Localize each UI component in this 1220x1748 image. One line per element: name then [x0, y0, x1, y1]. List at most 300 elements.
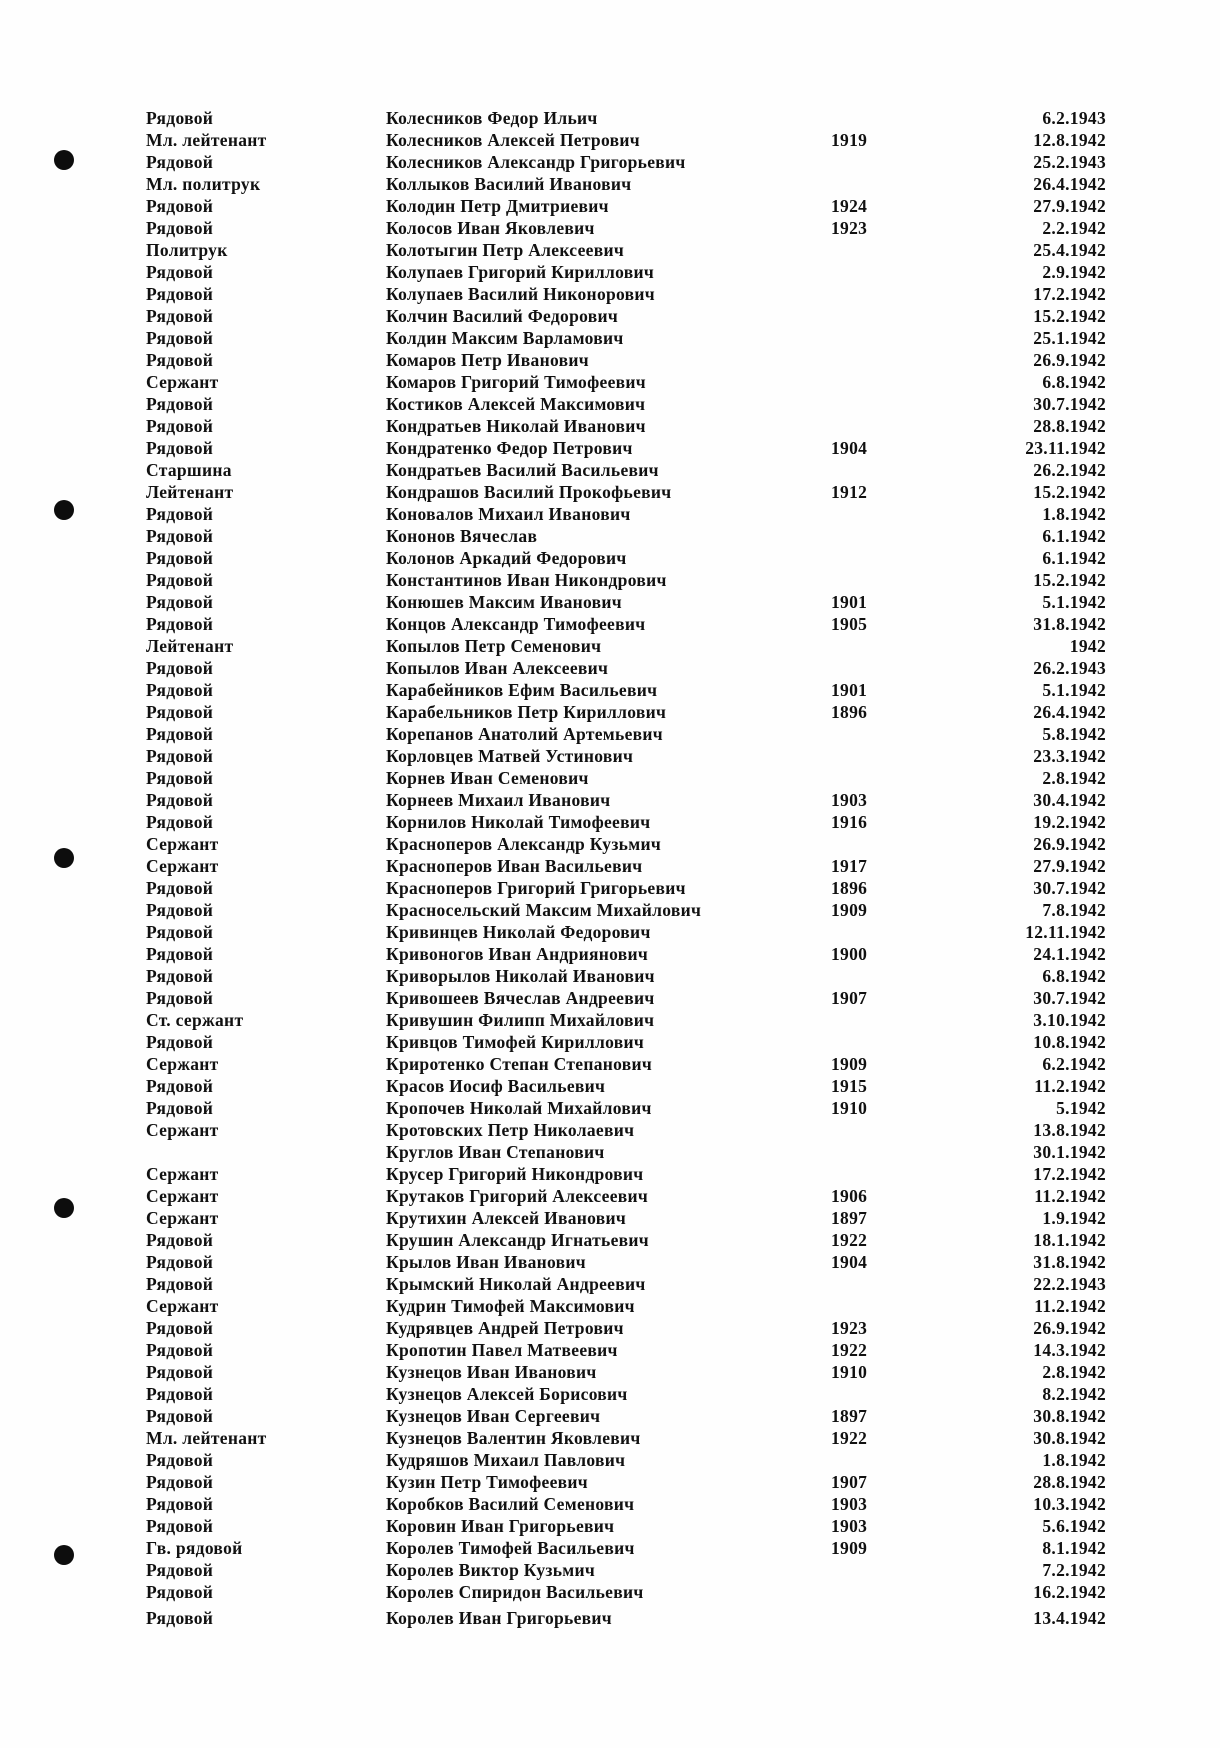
birth-year-cell: 1919 — [831, 130, 868, 150]
name-cell: Красов Иосиф Васильевич — [386, 1076, 606, 1096]
rank-cell: Рядовой — [146, 1582, 214, 1602]
name-cell: Королев Тимофей Васильевич — [386, 1538, 635, 1558]
name-cell: Красноперов Григорий Григорьевич — [386, 878, 686, 898]
date-cell: 15.2.1942 — [1033, 570, 1106, 590]
date-cell: 25.4.1942 — [1033, 240, 1106, 260]
name-cell: Кузнецов Валентин Яковлевич — [386, 1428, 641, 1448]
birth-year-cell: 1897 — [831, 1406, 868, 1426]
birth-year-cell: 1901 — [831, 680, 868, 700]
name-cell: Красносельский Максим Михайлович — [386, 900, 702, 920]
rank-cell: Лейтенант — [146, 636, 234, 656]
name-cell: Кротовских Петр Николаевич — [386, 1120, 635, 1140]
date-cell: 25.2.1943 — [1033, 152, 1106, 172]
name-cell: Карабейников Ефим Васильевич — [386, 680, 658, 700]
birth-year-cell: 1903 — [831, 790, 868, 810]
list-item — [146, 415, 1106, 437]
name-cell: Колотыгин Петр Алексеевич — [386, 240, 625, 260]
list-item — [146, 767, 1106, 789]
birth-year-cell: 1922 — [831, 1428, 868, 1448]
name-cell: Конюшев Максим Иванович — [386, 592, 622, 612]
rank-cell: Рядовой — [146, 790, 214, 810]
name-cell: Кудрин Тимофей Максимович — [386, 1296, 635, 1316]
name-cell: Красноперов Александр Кузьмич — [386, 834, 662, 854]
name-cell: Крымский Николай Андреевич — [386, 1274, 646, 1294]
date-cell: 11.2.1942 — [1034, 1186, 1106, 1206]
name-cell: Криротенко Степан Степанович — [386, 1054, 653, 1074]
rank-cell: Ст. сержант — [146, 1010, 244, 1030]
rank-cell: Рядовой — [146, 900, 214, 920]
list-item — [146, 1207, 1106, 1229]
list-item — [146, 1119, 1106, 1141]
list-item — [146, 1141, 1106, 1163]
date-cell: 7.8.1942 — [1042, 900, 1106, 920]
list-item — [146, 591, 1106, 613]
list-item — [146, 943, 1106, 965]
date-cell: 18.1.1942 — [1033, 1230, 1106, 1250]
date-cell: 1942 — [1069, 636, 1106, 656]
rank-cell: Сержант — [146, 1164, 219, 1184]
name-cell: Колесников Алексей Петрович — [386, 130, 640, 150]
date-cell: 30.7.1942 — [1033, 394, 1106, 414]
list-item — [146, 1163, 1106, 1185]
birth-year-cell: 1903 — [831, 1494, 868, 1514]
name-cell: Кузнецов Иван Сергеевич — [386, 1406, 601, 1426]
birth-year-cell: 1923 — [831, 1318, 868, 1338]
rank-cell: Рядовой — [146, 504, 214, 524]
punch-hole-mark — [54, 848, 74, 868]
date-cell: 2.2.1942 — [1042, 218, 1106, 238]
rank-cell: Рядовой — [146, 350, 214, 370]
list-item — [146, 899, 1106, 921]
date-cell: 28.8.1942 — [1033, 416, 1106, 436]
rank-cell: Рядовой — [146, 1274, 214, 1294]
date-cell: 26.2.1943 — [1033, 658, 1106, 678]
name-cell: Кондратенко Федор Петрович — [386, 438, 633, 458]
date-cell: 16.2.1942 — [1033, 1582, 1106, 1602]
date-cell: 8.2.1942 — [1042, 1384, 1106, 1404]
list-item — [146, 195, 1106, 217]
date-cell: 23.3.1942 — [1033, 746, 1106, 766]
name-cell: Карабельников Петр Кириллович — [386, 702, 667, 722]
name-cell: Комаров Григорий Тимофеевич — [386, 372, 646, 392]
date-cell: 3.10.1942 — [1033, 1010, 1106, 1030]
rank-cell: Рядовой — [146, 1406, 214, 1426]
name-cell: Кузин Петр Тимофеевич — [386, 1472, 588, 1492]
rank-cell: Рядовой — [146, 1494, 214, 1514]
birth-year-cell: 1912 — [831, 482, 868, 502]
list-item — [146, 107, 1106, 129]
list-item — [146, 1383, 1106, 1405]
name-cell: Кривцов Тимофей Кириллович — [386, 1032, 645, 1052]
rank-cell: Рядовой — [146, 306, 214, 326]
date-cell: 25.1.1942 — [1033, 328, 1106, 348]
list-item — [146, 1449, 1106, 1471]
rank-cell: Рядовой — [146, 1362, 214, 1382]
list-item — [146, 1031, 1106, 1053]
list-item — [146, 789, 1106, 811]
date-cell: 26.4.1942 — [1033, 702, 1106, 722]
name-cell: Корепанов Анатолий Артемьевич — [386, 724, 663, 744]
rank-cell: Рядовой — [146, 438, 214, 458]
date-cell: 5.1.1942 — [1042, 592, 1106, 612]
list-item — [146, 965, 1106, 987]
name-cell: Красноперов Иван Васильевич — [386, 856, 643, 876]
rank-cell: Рядовой — [146, 416, 214, 436]
rank-cell: Рядовой — [146, 152, 214, 172]
list-item — [146, 1185, 1106, 1207]
date-cell: 15.2.1942 — [1033, 482, 1106, 502]
list-item — [146, 987, 1106, 1009]
date-cell: 13.4.1942 — [1033, 1608, 1106, 1628]
list-item — [146, 1251, 1106, 1273]
name-cell: Корнеев Михаил Иванович — [386, 790, 611, 810]
list-item — [146, 547, 1106, 569]
name-cell: Колодин Петр Дмитриевич — [386, 196, 609, 216]
date-cell: 1.9.1942 — [1042, 1208, 1106, 1228]
list-item — [146, 151, 1106, 173]
list-item — [146, 1053, 1106, 1075]
name-cell: Коробков Василий Семенович — [386, 1494, 635, 1514]
birth-year-cell: 1907 — [831, 1472, 868, 1492]
rank-cell: Рядовой — [146, 526, 214, 546]
date-cell: 2.8.1942 — [1042, 1362, 1106, 1382]
date-cell: 11.2.1942 — [1034, 1296, 1106, 1316]
date-cell: 5.6.1942 — [1042, 1516, 1106, 1536]
rank-cell: Сержант — [146, 1208, 219, 1228]
name-cell: Концов Александр Тимофеевич — [386, 614, 646, 634]
rank-cell: Рядовой — [146, 812, 214, 832]
date-cell: 26.2.1942 — [1033, 460, 1106, 480]
birth-year-cell: 1909 — [831, 900, 868, 920]
name-cell: Костиков Алексей Максимович — [386, 394, 646, 414]
name-cell: Комаров Петр Иванович — [386, 350, 589, 370]
rank-cell: Сержант — [146, 1186, 219, 1206]
rank-cell: Рядовой — [146, 548, 214, 568]
name-cell: Кропотин Павел Матвеевич — [386, 1340, 618, 1360]
list-item — [146, 459, 1106, 481]
rank-cell: Рядовой — [146, 218, 214, 238]
date-cell: 6.8.1942 — [1042, 372, 1106, 392]
name-cell: Копылов Петр Семенович — [386, 636, 602, 656]
birth-year-cell: 1905 — [831, 614, 868, 634]
list-item — [146, 657, 1106, 679]
birth-year-cell: 1910 — [831, 1362, 868, 1382]
list-item — [146, 877, 1106, 899]
name-cell: Константинов Иван Никондрович — [386, 570, 667, 590]
name-cell: Кондратьев Василий Васильевич — [386, 460, 659, 480]
rank-cell: Рядовой — [146, 196, 214, 216]
date-cell: 19.2.1942 — [1033, 812, 1106, 832]
date-cell: 8.1.1942 — [1042, 1538, 1106, 1558]
date-cell: 6.1.1942 — [1042, 526, 1106, 546]
date-cell: 26.9.1942 — [1033, 834, 1106, 854]
rank-cell: Рядовой — [146, 746, 214, 766]
birth-year-cell: 1896 — [831, 702, 868, 722]
rank-cell: Рядовой — [146, 680, 214, 700]
rank-cell: Рядовой — [146, 394, 214, 414]
date-cell: 22.2.1943 — [1033, 1274, 1106, 1294]
name-cell: Кононов Вячеслав — [386, 526, 538, 546]
list-item — [146, 1295, 1106, 1317]
list-item — [146, 1361, 1106, 1383]
list-item — [146, 1607, 1106, 1629]
date-cell: 5.1.1942 — [1042, 680, 1106, 700]
rank-cell: Рядовой — [146, 614, 214, 634]
birth-year-cell: 1901 — [831, 592, 868, 612]
rank-cell: Рядовой — [146, 1032, 214, 1052]
rank-cell: Рядовой — [146, 284, 214, 304]
list-item — [146, 613, 1106, 635]
rank-cell: Рядовой — [146, 1252, 214, 1272]
list-item — [146, 855, 1106, 877]
date-cell: 12.11.1942 — [1025, 922, 1106, 942]
list-item — [146, 481, 1106, 503]
name-cell: Копылов Иван Алексеевич — [386, 658, 609, 678]
birth-year-cell: 1906 — [831, 1186, 868, 1206]
birth-year-cell: 1916 — [831, 812, 868, 832]
rank-cell: Рядовой — [146, 570, 214, 590]
date-cell: 30.7.1942 — [1033, 988, 1106, 1008]
list-item — [146, 1537, 1106, 1559]
date-cell: 26.4.1942 — [1033, 174, 1106, 194]
list-item — [146, 327, 1106, 349]
list-item — [146, 393, 1106, 415]
date-cell: 1.8.1942 — [1042, 504, 1106, 524]
list-item — [146, 833, 1106, 855]
name-cell: Кривошеев Вячеслав Андреевич — [386, 988, 655, 1008]
rank-cell: Лейтенант — [146, 482, 234, 502]
birth-year-cell: 1900 — [831, 944, 868, 964]
birth-year-cell: 1917 — [831, 856, 868, 876]
name-cell: Крутаков Григорий Алексеевич — [386, 1186, 649, 1206]
list-item — [146, 569, 1106, 591]
list-item — [146, 1229, 1106, 1251]
rank-cell: Рядовой — [146, 1560, 214, 1580]
list-item — [146, 261, 1106, 283]
rank-cell: Рядовой — [146, 1450, 214, 1470]
rank-cell: Рядовой — [146, 1076, 214, 1096]
name-cell: Королев Иван Григорьевич — [386, 1608, 612, 1628]
list-item — [146, 701, 1106, 723]
date-cell: 6.8.1942 — [1042, 966, 1106, 986]
name-cell: Криворылов Николай Иванович — [386, 966, 655, 986]
rank-cell: Сержант — [146, 1296, 219, 1316]
rank-cell: Мл. лейтенант — [146, 1428, 267, 1448]
date-cell: 17.2.1942 — [1033, 284, 1106, 304]
date-cell: 27.9.1942 — [1033, 196, 1106, 216]
rank-cell: Рядовой — [146, 1230, 214, 1250]
birth-year-cell: 1909 — [831, 1054, 868, 1074]
date-cell: 31.8.1942 — [1033, 614, 1106, 634]
list-item — [146, 1317, 1106, 1339]
list-item — [146, 217, 1106, 239]
rank-cell: Политрук — [146, 240, 228, 260]
date-cell: 23.11.1942 — [1025, 438, 1106, 458]
date-cell: 30.4.1942 — [1033, 790, 1106, 810]
name-cell: Кудряшов Михаил Павлович — [386, 1450, 626, 1470]
list-item — [146, 1427, 1106, 1449]
list-item — [146, 1581, 1106, 1603]
name-cell: Кузнецов Алексей Борисович — [386, 1384, 628, 1404]
rank-cell: Рядовой — [146, 966, 214, 986]
list-item — [146, 1273, 1106, 1295]
birth-year-cell: 1910 — [831, 1098, 868, 1118]
name-cell: Корнев Иван Семенович — [386, 768, 589, 788]
list-item — [146, 1405, 1106, 1427]
rank-cell: Рядовой — [146, 922, 214, 942]
punch-hole-mark — [54, 500, 74, 520]
name-cell: Колесников Федор Ильич — [386, 108, 598, 128]
date-cell: 30.8.1942 — [1033, 1428, 1106, 1448]
list-item — [146, 173, 1106, 195]
name-cell: Кудрявцев Андрей Петрович — [386, 1318, 624, 1338]
date-cell: 5.1942 — [1056, 1098, 1106, 1118]
date-cell: 31.8.1942 — [1033, 1252, 1106, 1272]
date-cell: 6.2.1943 — [1042, 108, 1106, 128]
punch-hole-mark — [54, 1545, 74, 1565]
birth-year-cell: 1896 — [831, 878, 868, 898]
date-cell: 26.9.1942 — [1033, 1318, 1106, 1338]
birth-year-cell: 1903 — [831, 1516, 868, 1536]
date-cell: 17.2.1942 — [1033, 1164, 1106, 1184]
rank-cell: Старшина — [146, 460, 232, 480]
name-cell: Крушин Александр Игнатьевич — [386, 1230, 649, 1250]
birth-year-cell: 1922 — [831, 1340, 868, 1360]
name-cell: Кропочев Николай Михайлович — [386, 1098, 652, 1118]
rank-cell: Рядовой — [146, 1340, 214, 1360]
name-cell: Круглов Иван Степанович — [386, 1142, 605, 1162]
name-cell: Колупаев Василий Никонорович — [386, 284, 655, 304]
name-cell: Колесников Александр Григорьевич — [386, 152, 686, 172]
list-item — [146, 283, 1106, 305]
name-cell: Корловцев Матвей Устинович — [386, 746, 634, 766]
rank-cell: Рядовой — [146, 1318, 214, 1338]
birth-year-cell: 1909 — [831, 1538, 868, 1558]
rank-cell: Сержант — [146, 1054, 219, 1074]
list-item — [146, 305, 1106, 327]
date-cell: 26.9.1942 — [1033, 350, 1106, 370]
list-item — [146, 437, 1106, 459]
name-cell: Крусер Григорий Никондрович — [386, 1164, 644, 1184]
list-item — [146, 371, 1106, 393]
name-cell: Королев Виктор Кузьмич — [386, 1560, 596, 1580]
date-cell: 30.8.1942 — [1033, 1406, 1106, 1426]
list-item — [146, 1075, 1106, 1097]
rank-cell: Рядовой — [146, 724, 214, 744]
name-cell: Королев Спиридон Васильевич — [386, 1582, 644, 1602]
list-item — [146, 129, 1106, 151]
rank-cell: Рядовой — [146, 658, 214, 678]
birth-year-cell: 1922 — [831, 1230, 868, 1250]
name-cell: Крылов Иван Иванович — [386, 1252, 586, 1272]
rank-cell: Рядовой — [146, 1098, 214, 1118]
rank-cell: Мл. лейтенант — [146, 130, 267, 150]
rank-cell: Рядовой — [146, 108, 214, 128]
name-cell: Кривушин Филипп Михайлович — [386, 1010, 655, 1030]
rank-cell: Рядовой — [146, 702, 214, 722]
rank-cell: Сержант — [146, 834, 219, 854]
birth-year-cell: 1924 — [831, 196, 868, 216]
rank-cell: Рядовой — [146, 592, 214, 612]
name-cell: Колчин Василий Федорович — [386, 306, 619, 326]
date-cell: 30.1.1942 — [1033, 1142, 1106, 1162]
list-item — [146, 1097, 1106, 1119]
date-cell: 2.8.1942 — [1042, 768, 1106, 788]
date-cell: 2.9.1942 — [1042, 262, 1106, 282]
rank-cell: Рядовой — [146, 988, 214, 1008]
list-item — [146, 349, 1106, 371]
name-cell: Колдин Максим Варламович — [386, 328, 624, 348]
date-cell: 5.8.1942 — [1042, 724, 1106, 744]
rank-cell: Рядовой — [146, 262, 214, 282]
rank-cell: Рядовой — [146, 1516, 214, 1536]
name-cell: Коровин Иван Григорьевич — [386, 1516, 615, 1536]
date-cell: 12.8.1942 — [1033, 130, 1106, 150]
rank-cell: Рядовой — [146, 878, 214, 898]
date-cell: 6.2.1942 — [1042, 1054, 1106, 1074]
date-cell: 6.1.1942 — [1042, 548, 1106, 568]
rank-cell: Рядовой — [146, 1384, 214, 1404]
list-item — [146, 635, 1106, 657]
list-item — [146, 921, 1106, 943]
name-cell: Коллыков Василий Иванович — [386, 174, 632, 194]
rank-cell: Рядовой — [146, 328, 214, 348]
name-cell: Кузнецов Иван Иванович — [386, 1362, 597, 1382]
date-cell: 15.2.1942 — [1033, 306, 1106, 326]
birth-year-cell: 1904 — [831, 438, 868, 458]
list-item — [146, 1471, 1106, 1493]
list-item — [146, 1339, 1106, 1361]
date-cell: 13.8.1942 — [1033, 1120, 1106, 1140]
date-cell: 24.1.1942 — [1033, 944, 1106, 964]
list-item — [146, 745, 1106, 767]
name-cell: Кондратьев Николай Иванович — [386, 416, 646, 436]
birth-year-cell: 1897 — [831, 1208, 868, 1228]
list-item — [146, 679, 1106, 701]
rank-cell: Гв. рядовой — [146, 1538, 243, 1558]
rank-cell: Сержант — [146, 372, 219, 392]
date-cell: 30.7.1942 — [1033, 878, 1106, 898]
list-item — [146, 1009, 1106, 1031]
name-cell: Колосов Иван Яковлевич — [386, 218, 595, 238]
date-cell: 14.3.1942 — [1033, 1340, 1106, 1360]
date-cell: 28.8.1942 — [1033, 1472, 1106, 1492]
list-item — [146, 525, 1106, 547]
list-item — [146, 239, 1106, 261]
birth-year-cell: 1923 — [831, 218, 868, 238]
name-cell: Крутихин Алексей Иванович — [386, 1208, 627, 1228]
punch-hole-mark — [54, 1198, 74, 1218]
rank-cell: Рядовой — [146, 1608, 214, 1628]
name-cell: Кривинцев Николай Федорович — [386, 922, 651, 942]
name-cell: Коновалов Михаил Иванович — [386, 504, 631, 524]
list-item — [146, 1515, 1106, 1537]
punch-hole-mark — [54, 150, 74, 170]
rank-cell: Сержант — [146, 856, 219, 876]
casualty-list — [146, 107, 1106, 1629]
list-item — [146, 1559, 1106, 1581]
list-item — [146, 723, 1106, 745]
list-item — [146, 1493, 1106, 1515]
list-item — [146, 503, 1106, 525]
rank-cell: Рядовой — [146, 1472, 214, 1492]
date-cell: 27.9.1942 — [1033, 856, 1106, 876]
name-cell: Колупаев Григорий Кириллович — [386, 262, 655, 282]
name-cell: Кривоногов Иван Андриянович — [386, 944, 649, 964]
name-cell: Кондрашов Василий Прокофьевич — [386, 482, 672, 502]
rank-cell: Рядовой — [146, 944, 214, 964]
date-cell: 7.2.1942 — [1042, 1560, 1106, 1580]
